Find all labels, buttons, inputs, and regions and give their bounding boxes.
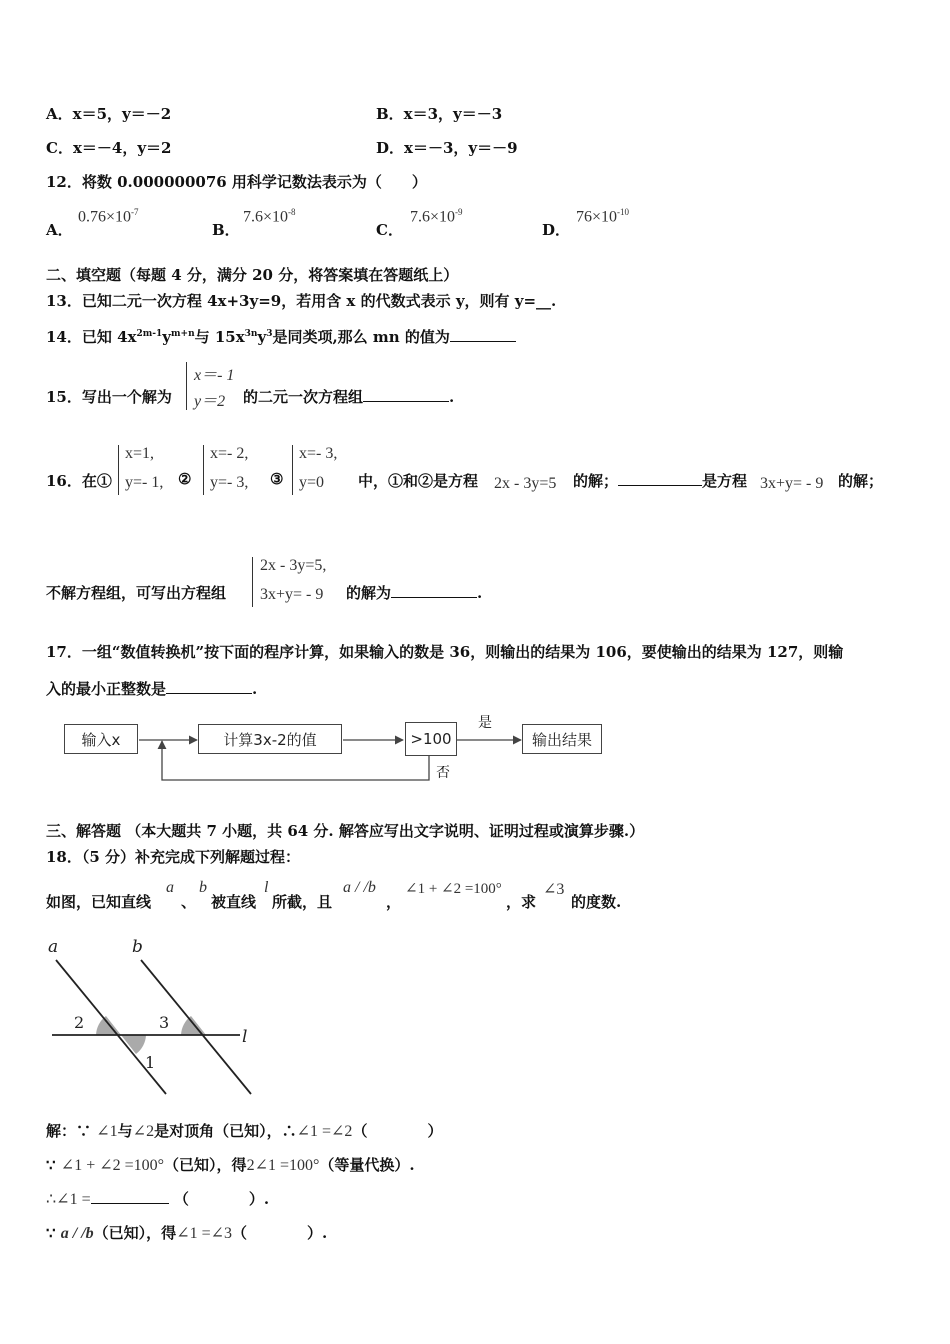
q16-t6: 的解为 . xyxy=(346,584,483,602)
q16-t2 xyxy=(573,470,747,491)
q18-p4: ，求 xyxy=(506,893,537,911)
q16-s2a: x=- 2, xyxy=(210,445,249,462)
q16-s3b: y=0 xyxy=(299,474,325,491)
q12-d-label: D． xyxy=(542,221,571,239)
s2-anglesum: ∠1 + ∠2 =100° xyxy=(60,1157,165,1174)
figure-label-a: a xyxy=(48,937,59,957)
q12-c-value xyxy=(410,207,463,226)
q18-title: 18．（5 分）补充完成下列解题过程： xyxy=(46,848,301,866)
answer-blank[interactable] xyxy=(618,471,702,486)
q14-text xyxy=(46,326,516,347)
option-d: D．x＝－3，y＝－9 xyxy=(376,139,518,157)
q18-p2: 被直线 xyxy=(211,893,257,911)
brace xyxy=(252,557,253,607)
option-b: B．x＝3，y＝－3 xyxy=(376,105,503,123)
q17-line1: 17．一组“数值转换机”按下面的程序计算，如果输入的数是 36，则输出的结果为 106，要使输出的结果为 127，则输 xyxy=(46,643,844,661)
times-ten: ×10 xyxy=(430,208,456,226)
q16-t1: 中，①和②是方程 xyxy=(358,472,479,490)
option-c: C．x＝－4，y＝2 xyxy=(46,139,172,157)
answer-blank[interactable] xyxy=(166,679,252,694)
s1-prefix: 解：∵ xyxy=(46,1122,92,1140)
s2-substitution: （等量代换）. xyxy=(319,1156,415,1174)
figure-label-l: l xyxy=(242,1027,248,1047)
q18-p5: 的度数. xyxy=(571,893,622,911)
q16-circle-3: ③ xyxy=(270,470,284,488)
s1-equal: ∠1 =∠2 xyxy=(296,1123,353,1140)
q16-s1b: y=- 1, xyxy=(125,474,164,491)
angle-2-arc xyxy=(96,1016,121,1035)
q12-a-value xyxy=(78,207,139,226)
q18-a: a xyxy=(166,879,174,896)
line-a xyxy=(56,960,166,1094)
s2-double: 2∠1 =100° xyxy=(246,1157,320,1174)
q16-s3a: x=- 3, xyxy=(299,445,338,462)
q15-label: 15．写出一个解为 xyxy=(46,388,172,406)
q16-t6-text: 的解为 xyxy=(346,584,392,602)
option-a: A．x＝5，y＝－2 xyxy=(46,105,172,123)
q12-c-label: C． xyxy=(376,221,403,239)
answer-blank[interactable] xyxy=(391,583,477,598)
q14-exp3: 3n xyxy=(244,329,258,339)
brace xyxy=(292,445,293,495)
q17-line2-text: 入的最小正整数是 xyxy=(46,680,167,698)
s4-prefix: ∵ xyxy=(46,1224,56,1242)
q16-t4: 的解； xyxy=(838,472,884,490)
q18-sep: 、 xyxy=(181,893,197,911)
q16-s1a: x=1, xyxy=(125,445,155,462)
q14-mid: 与 15x xyxy=(194,328,245,346)
q14-exp2: m+n xyxy=(171,329,195,339)
times-ten: ×10 xyxy=(592,208,618,226)
flow-yes-label: 是 xyxy=(478,715,492,731)
s1-reason-blank[interactable]: （ ） xyxy=(352,1122,443,1140)
flow-compare-box: >100 xyxy=(405,722,457,756)
q12-a-label: A． xyxy=(46,221,73,239)
brace xyxy=(118,445,119,495)
q14-y1: y xyxy=(162,328,171,346)
q14-exp4: 3 xyxy=(266,329,273,339)
q16-eqB: 3x+y= - 9 xyxy=(760,475,824,492)
q16-sys1: 2x - 3y=5, xyxy=(260,557,327,574)
flow-output-box: 输出结果 xyxy=(522,724,602,754)
q18-p1: 如图，已知直线 xyxy=(46,893,152,911)
q12-stem: 12．将数 0.000000076 用科学记数法表示为（ ） xyxy=(46,173,427,191)
q16-t2-text: 的解； xyxy=(573,472,619,490)
figure-label-2: 2 xyxy=(74,1013,85,1032)
q17-line2: 入的最小正整数是 . xyxy=(46,680,258,698)
flow-calc-box: 计算3x-2的值 xyxy=(198,724,342,754)
times-ten: ×10 xyxy=(263,208,289,226)
s4-parallel: a / /b xyxy=(60,1225,94,1242)
s4-equal: ∠1 =∠3 xyxy=(176,1225,233,1242)
s1-angle1: ∠1 xyxy=(96,1123,118,1140)
q18-comma: ， xyxy=(386,893,402,911)
section-3-title: 三、解答题 （本大题共 7 小题，共 64 分. 解答应写出文字说明、证明过程或演算步骤.） xyxy=(46,822,645,840)
angle-3-arc xyxy=(181,1016,206,1035)
q12-b-mantissa: 7.6 xyxy=(243,208,263,226)
solution-line-4 xyxy=(46,1222,327,1243)
q15-eq1: x＝- 1 xyxy=(194,367,235,384)
answer-blank[interactable] xyxy=(450,327,516,342)
section-2-title: 二、填空题（每题 4 分，满分 20 分，将答案填在答题纸上） xyxy=(46,266,459,284)
figure-label-3: 3 xyxy=(159,1013,170,1032)
s2-given: （已知），得 xyxy=(164,1156,247,1174)
flow-input-box: 输入x xyxy=(64,724,138,754)
q16-eqA: 2x - 3y=5 xyxy=(494,475,557,492)
q18-angle3: ∠3 xyxy=(543,881,565,898)
q12-d-mantissa: 76 xyxy=(576,208,592,226)
brace xyxy=(186,362,187,410)
times-ten: ×10 xyxy=(106,208,132,226)
q18-parallel: a / /b xyxy=(343,879,376,896)
q18-figure xyxy=(44,932,259,1097)
q15-eq2: y＝2 xyxy=(194,393,226,410)
s3-reason-blank[interactable]: （ ）. xyxy=(173,1190,270,1208)
q15-post: 的二元一次方程组 . xyxy=(243,388,455,406)
q18-l: l xyxy=(264,879,269,896)
q12-d-exponent: -10 xyxy=(617,207,630,217)
s4-given: （已知），得 xyxy=(93,1224,177,1242)
s3-prefix: ∴∠1 = xyxy=(46,1191,91,1208)
s2-prefix: ∵ xyxy=(46,1156,56,1174)
q15-post-text: 的二元一次方程组 xyxy=(243,388,364,406)
figure-label-1: 1 xyxy=(145,1053,156,1072)
brace xyxy=(203,445,204,495)
solution-line-3 xyxy=(46,1188,269,1209)
q12-b-exponent: -8 xyxy=(288,207,296,217)
answer-blank[interactable] xyxy=(363,387,449,402)
q14-exp1: 2m-1 xyxy=(136,329,163,339)
q16-sys2: 3x+y= - 9 xyxy=(260,586,324,603)
s1-angle2: ∠2 xyxy=(132,1123,155,1140)
q14-post: 是同类项,那么 mn 的值为 xyxy=(272,328,450,346)
q16-label: 16．在① xyxy=(46,472,112,490)
q18-anglesum: ∠1 + ∠2 =100° xyxy=(405,881,502,897)
q14-y2: y xyxy=(257,328,267,346)
q13-text: 13．已知二元一次方程 4x+3y=9，若用含 x 的代数式表示 y，则有 y=__. xyxy=(46,292,557,310)
q16-t5: 不解方程组，可写出方程组 xyxy=(46,584,227,602)
s1-vertical: 是对顶角（已知），∴ xyxy=(154,1122,297,1140)
figure-label-b: b xyxy=(132,937,143,957)
solution-line-2 xyxy=(46,1154,415,1175)
flow-no-label: 否 xyxy=(436,765,450,781)
q18-b: b xyxy=(199,879,207,896)
q18-p3: 所截，且 xyxy=(272,893,333,911)
solution-line-1 xyxy=(46,1120,442,1141)
line-b xyxy=(141,960,251,1094)
q12-a-exponent: -7 xyxy=(131,207,139,217)
q12-a-mantissa: 0.76 xyxy=(78,208,106,226)
q12-c-mantissa: 7.6 xyxy=(410,208,430,226)
q14-pre: 14．已知 4x xyxy=(46,328,137,346)
q12-d-value xyxy=(576,207,629,226)
q16-t3: 是方程 xyxy=(702,472,748,490)
s4-reason-blank[interactable]: （ ）. xyxy=(232,1224,328,1242)
q12-b-value xyxy=(243,207,296,226)
q16-circle-2: ② xyxy=(178,470,192,488)
s1-and: 与 xyxy=(117,1122,133,1140)
q16-s2b: y=- 3, xyxy=(210,474,249,491)
answer-blank[interactable] xyxy=(91,1189,169,1204)
q12-c-exponent: -9 xyxy=(455,207,463,217)
q12-b-label: B． xyxy=(212,221,240,239)
